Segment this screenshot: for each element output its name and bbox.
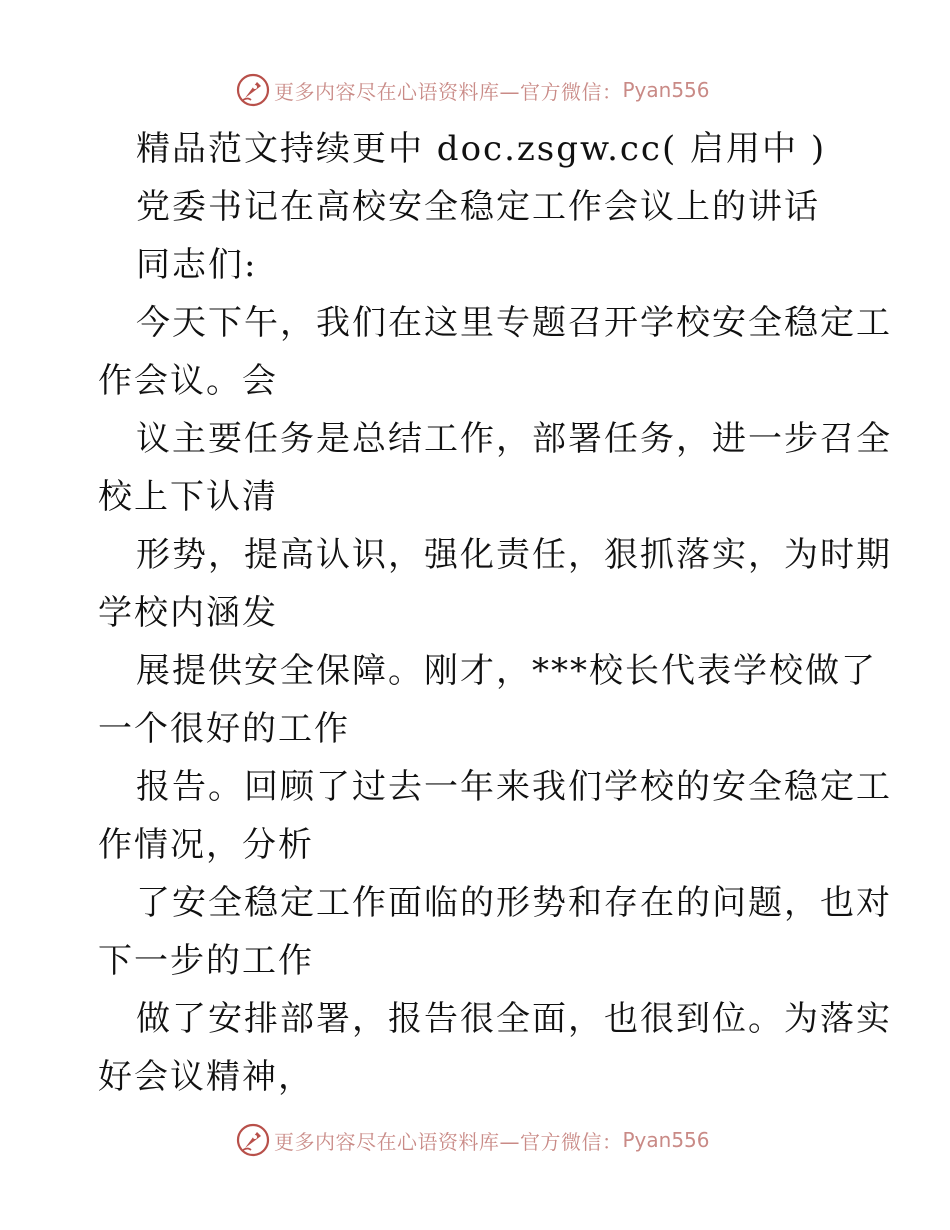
document-line: 一个很好的工作	[98, 709, 350, 749]
document-line: 作会议。会	[98, 361, 278, 401]
footer-watermark	[236, 1122, 710, 1158]
document-line: 学校内涵发	[98, 593, 278, 633]
document-line: 校上下认清	[98, 477, 278, 517]
document-line: 精品范文持续更中 doc.zsgw.cc( 启用中 )	[136, 129, 827, 169]
watermark-contact: Pyan556	[622, 1128, 710, 1152]
document-body	[98, 120, 892, 1106]
pen-nib-logo-icon	[236, 73, 270, 107]
document-line: 作情况，分析	[98, 825, 314, 865]
document-line: 议主要任务是总结工作，部署任务，进一步召全	[136, 419, 892, 459]
document-line: 了安全稳定工作面临的形势和存在的问题，也对	[136, 883, 892, 923]
watermark-contact: Pyan556	[622, 78, 710, 102]
document-line: 同志们:	[136, 245, 258, 285]
watermark-text: 更多内容尽在心语资料库—官方微信：	[274, 1129, 623, 1154]
document-line: 报告。回顾了过去一年来我们学校的安全稳定工	[136, 767, 892, 807]
header-watermark	[236, 72, 710, 108]
document-line: 好会议精神，	[98, 1057, 314, 1097]
document-line: 下一步的工作	[98, 941, 314, 981]
watermark-text: 更多内容尽在心语资料库—官方微信：	[274, 79, 623, 104]
document-line: 党委书记在高校安全稳定工作会议上的讲话	[136, 187, 820, 227]
pen-nib-logo-icon	[236, 1123, 270, 1157]
document-line: 形势，提高认识，强化责任，狠抓落实，为时期	[136, 535, 892, 575]
document-line: 做了安排部署，报告很全面，也很到位。为落实	[136, 999, 892, 1039]
document-line: 今天下午，我们在这里专题召开学校安全稳定工	[136, 303, 892, 343]
document-line: 展提供安全保障。刚才，***校长代表学校做了	[136, 651, 877, 691]
